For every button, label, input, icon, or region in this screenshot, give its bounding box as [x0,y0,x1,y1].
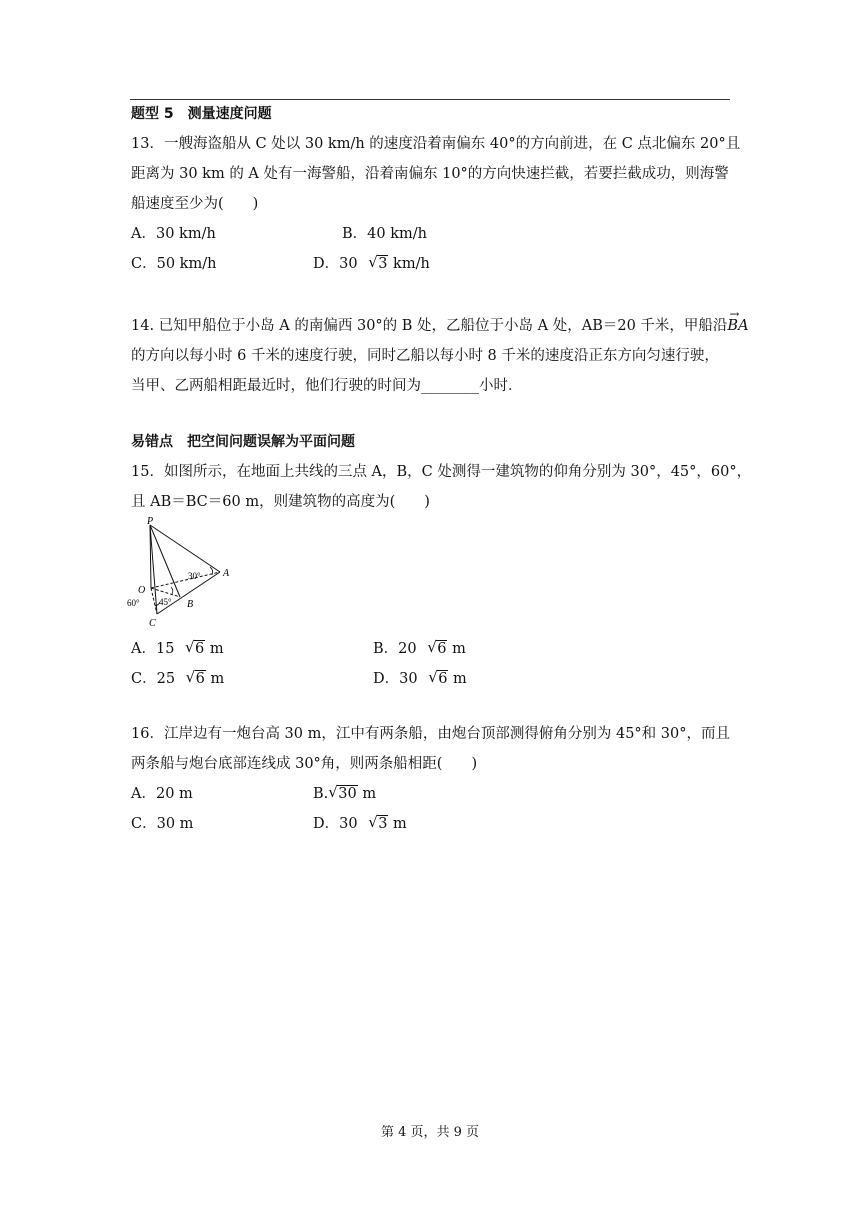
figure-angle-30: 30° [188,571,201,581]
q16-line-1: 16．江岸边有一炮台高 30 m，江中有两条船，由炮台顶部测得俯角分别为 45°和 30°，而且 [131,726,730,742]
q15-option-a-prefix: A．15 [131,641,175,657]
q14-line-1-text: 14. 已知甲船位于小岛 A 的南偏西 30°的 B 处，乙船位于小岛 A 处，AB＝20 千米，甲船沿 [131,318,728,334]
q13-option-d [313,254,430,274]
q16-option-d-prefix: D．30 [313,816,358,832]
sqrt-symbol: √ 6 [428,668,448,687]
q15-option-c [131,669,224,689]
q15-option-d-prefix: D．30 [373,671,418,687]
q14-vector-ba: → BA [727,316,748,336]
q13-line-1: 13．一艘海盗船从 C 处以 30 km/h 的速度沿着南偏东 40°的方向前进，在 C 点北偏东 20°且 [131,136,741,152]
section-heading-speed: 题型 5 测量速度问题 [131,106,272,122]
q14-line-1 [131,316,749,336]
figure-angle-60: 60° [127,598,140,608]
q16-option-b-prefix: B. [313,786,329,802]
q16-option-d [313,814,407,834]
q16-option-b-radicand: 30 [338,786,357,802]
q13-option-d-unit: km/h [393,256,430,272]
q15-option-b [373,639,466,659]
sqrt-symbol: √ 6 [427,638,447,657]
q16-line-2: 两条船与炮台底部连线成 30°角，则两条船相距( ) [131,756,478,772]
sqrt-symbol: √ 3 [368,813,388,832]
q16-option-d-radicand: 3 [378,816,388,832]
sqrt-symbol: √ 3 [368,253,388,272]
sqrt-symbol: √ 6 [185,638,205,657]
q13-option-b: B．40 km/h [342,226,427,242]
q15-option-b-prefix: B．20 [373,641,417,657]
q15-option-d-unit: m [453,671,467,687]
q14-line-3: 当甲、乙两船相距最近时，他们行驶的时间为________小时． [131,378,523,394]
sqrt-symbol: √ 30 [328,783,357,802]
figure-label-a: A [223,568,230,579]
figure-label-b: B [187,599,194,610]
q16-option-c: C．30 m [131,816,194,832]
q13-line-3: 船速度至少为( ) [131,196,259,212]
q13-option-c: C．50 km/h [131,256,217,272]
q15-option-c-prefix: C．25 [131,671,176,687]
q15-option-c-radicand: 6 [195,671,205,687]
header-rule [130,99,730,100]
q15-line-2: 且 AB＝BC＝60 m，则建筑物的高度为( ) [131,494,430,510]
q13-option-d-prefix: D．30 [313,256,358,272]
q13-line-2: 距离为 30 km 的 A 处有一海警船，沿着南偏东 10°的方向快速拦截，若要拦截成功，则海警 [131,166,729,182]
q15-option-b-radicand: 6 [437,641,447,657]
sqrt-symbol: √ 6 [185,668,205,687]
q14-line-2: 的方向以每小时 6 千米的速度行驶，同时乙船以每小时 8 千米的速度沿正东方向匀速行驶， [131,348,719,364]
q15-option-d [373,669,467,689]
q15-option-c-unit: m [210,671,225,687]
q15-option-a [131,639,224,659]
figure-label-o: O [138,585,146,596]
section-heading-error-point: 易错点 把空间问题误解为平面问题 [131,434,355,450]
q13-option-a: A．30 km/h [131,226,216,242]
q16-option-a: A．20 m [131,786,193,802]
page-footer: 第 4 页，共 9 页 [380,1125,480,1140]
figure-label-c: C [149,618,156,629]
q15-figure [122,514,238,632]
q16-option-d-unit: m [393,816,407,832]
figure-angle-45: 45° [159,597,172,607]
q15-option-d-radicand: 6 [438,671,448,687]
q15-option-b-unit: m [452,641,466,657]
q16-option-b [313,784,376,804]
q16-option-b-unit: m [362,786,377,802]
q15-line-1: 15．如图所示，在地面上共线的三点 A，B，C 处测得一建筑物的仰角分别为 30°，45°，60°， [131,464,752,480]
figure-label-p: P [147,516,154,527]
q15-option-a-unit: m [209,641,224,657]
q13-option-d-radicand: 3 [378,256,388,272]
q15-option-a-radicand: 6 [195,641,205,657]
